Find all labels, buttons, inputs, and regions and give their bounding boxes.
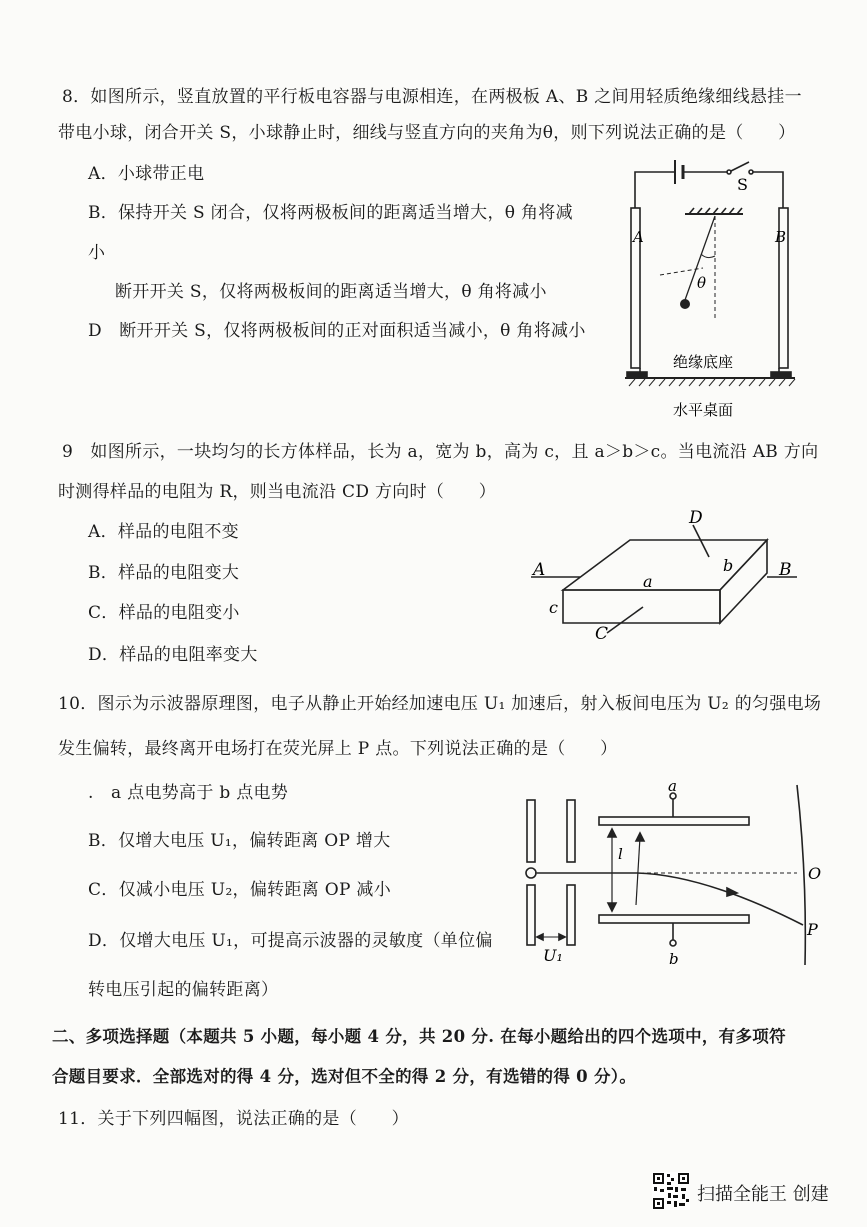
q8-option-a: A．小球带正电 [88, 164, 205, 184]
label-plate-length: l [618, 845, 623, 863]
q9-option-a: A．样品的电阻不变 [88, 522, 239, 542]
watermark-text: 扫描全能王 创建 [697, 1184, 829, 1205]
label-terminal-c: C [595, 624, 609, 644]
label-horizontal-desk: 水平桌面 [673, 401, 734, 419]
label-terminal-b: B [779, 560, 792, 580]
q10-stem-line1: 10．图示为示波器原理图，电子从静止开始经加速电压 U₁ 加速后，射入板间电压为 U₂ 的匀强电场 [58, 694, 822, 714]
label-voltage-u1: U₁ [543, 946, 563, 965]
label-switch-s: S [737, 175, 748, 194]
label-point-o: O [808, 864, 822, 883]
q10-option-a: . a 点电势高于 b 点电势 [88, 783, 289, 803]
section2-heading-line1: 二、多项选择题（本题共 5 小题，每小题 4 分，共 20 分. 在每小题给出的四个选项中，有多项符 [52, 1027, 786, 1046]
q10-option-b: B．仅增大电压 U₁，偏转距离 OP 增大 [88, 831, 391, 851]
q9-option-d: D．样品的电阻率变大 [88, 645, 258, 665]
capacitor-pendulum-figure [615, 150, 810, 425]
q8-option-b-line1: B．保持开关 S 闭合，仅将两极板间的距离适当增大，θ 角将减 [88, 203, 573, 223]
q9-stem-line1: 9 如图所示，一块均匀的长方体样品，长为 a，宽为 b，高为 c，且 a＞b＞c。当电流沿 AB 方向 [62, 442, 819, 462]
label-side-a: a [643, 572, 653, 591]
q9-option-c: C．样品的电阻变小 [88, 603, 240, 623]
q10-option-d-line2: 转电压引起的偏转距离） [88, 980, 279, 1000]
label-theta: θ [697, 274, 707, 292]
q8-stem-line1: 8．如图所示，竖直放置的平行板电容器与电源相连，在两极板 A、B 之间用轻质绝缘细线悬挂一 [62, 87, 802, 107]
oscilloscope-figure [515, 775, 835, 975]
charged-ball [680, 299, 690, 309]
label-terminal-d: D [689, 508, 703, 528]
label-terminal-a: A [533, 560, 546, 580]
label-point-p: P [807, 920, 818, 939]
q8-option-c: 断开开关 S，仅将两极板间的距离适当增大，θ 角将减小 [115, 282, 547, 302]
label-side-c: c [549, 598, 558, 617]
label-plate-b: B [775, 228, 787, 246]
qr-code-icon [652, 1172, 690, 1210]
q9-option-b: B．样品的电阻变大 [88, 563, 240, 583]
label-side-b: b [723, 556, 734, 575]
q10-stem-line2: 发生偏转，最终离开电场打在荧光屏上 P 点。下列说法正确的是（ ） [58, 739, 618, 759]
q8-option-b-line2: 小 [88, 243, 106, 263]
label-insulating-base: 绝缘底座 [673, 353, 734, 371]
q11-stem: 11．关于下列四幅图，说法正确的是（ ） [58, 1109, 409, 1129]
label-point-a: a [668, 777, 677, 795]
q8-stem-line2: 带电小球，闭合开关 S，小球静止时，细线与竖直方向的夹角为θ，则下列说法正确的是（ ） [58, 123, 796, 143]
label-point-b: b [669, 950, 679, 968]
q10-option-c: C．仅减小电压 U₂，偏转距离 OP 减小 [88, 880, 392, 900]
label-plate-a: A [633, 228, 644, 246]
cuboid-sample-figure [525, 505, 805, 645]
q10-option-d-line1: D．仅增大电压 U₁，可提高示波器的灵敏度（单位偏 [88, 931, 493, 951]
q8-option-d: D 断开开关 S，仅将两极板间的正对面积适当减小，θ 角将减小 [88, 321, 586, 341]
q9-stem-line2: 时测得样品的电阻为 R，则当电流沿 CD 方向时（ ） [58, 482, 497, 502]
section2-heading-line2: 合题目要求．全部选对的得 4 分，选对但不全的得 2 分，有选错的得 0 分）。 [52, 1067, 637, 1086]
